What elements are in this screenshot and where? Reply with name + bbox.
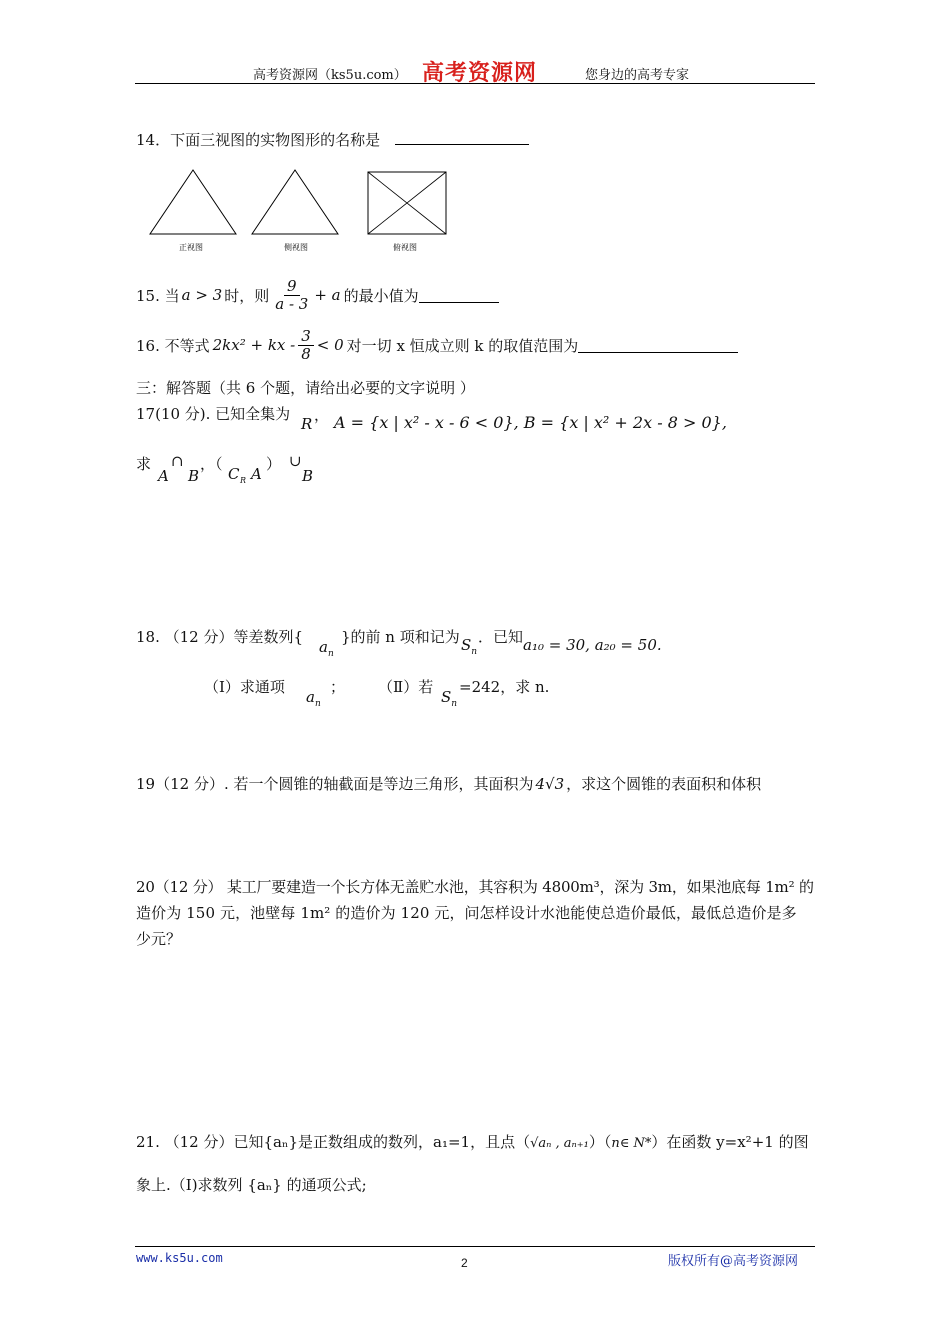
q18-part2-end: =242，求 n. <box>459 678 550 696</box>
q17-complement-C: C <box>228 465 240 483</box>
q18-Sn-letter: S <box>461 636 472 654</box>
q21-line1 <box>136 1131 809 1152</box>
q17-prefix: 17(10 分). 已知全集为 <box>136 405 291 423</box>
top-view-label: 俯视图 <box>393 243 417 252</box>
q17-line1 <box>136 403 290 424</box>
q18-an-subscript: n <box>327 649 334 659</box>
q19-text: 19（12 分）. 若一个圆锥的轴截面是等边三角形，其面积为 <box>136 775 534 793</box>
q21-line2: 象上.（Ⅰ)求数列 {aₙ} 的通项公式; <box>136 1176 367 1194</box>
footer-copyright: 版权所有@高考资源网 <box>668 1254 799 1269</box>
q15-mid: 时，则 <box>224 286 270 305</box>
header-rule <box>135 83 815 84</box>
q18-Sn-subscript: n <box>471 647 478 657</box>
q15-fraction <box>272 278 311 312</box>
q18-Sn <box>461 636 477 657</box>
front-view-triangle <box>150 170 236 234</box>
q18-mid: }的前 n 项和记为 <box>341 628 460 646</box>
q16-suffix: 对一切 x 恒成立则 k 的取值范围为 <box>346 336 579 355</box>
q19-area-value: 4√3 <box>535 775 565 793</box>
q18-part2-Sn-subscript: n <box>451 699 458 709</box>
q16-numerator: 3 <box>298 328 314 346</box>
section-three-heading: 三：解答题（共 6 个题，请给出必要的文字说明 ） <box>136 379 475 397</box>
q16-fraction <box>298 328 314 362</box>
q16-expr1: 2kx² + kx - <box>212 336 296 354</box>
q14-prompt: 14．下面三视图的实物图形的名称是 <box>136 131 381 149</box>
q15-answer-blank <box>419 288 499 303</box>
q17-B1: B <box>188 467 200 485</box>
q17-ask: 求 <box>136 455 152 473</box>
q21-point: √aₙ , aₙ₊₁ <box>530 1136 589 1151</box>
q15-line <box>136 278 499 312</box>
q21-n-set: n∈ N* <box>611 1136 652 1151</box>
q16-line <box>136 328 738 362</box>
q14-text <box>136 129 529 150</box>
q21-line1c: ）在函数 y=x²+1 的图 <box>651 1133 809 1151</box>
q14-answer-blank <box>395 144 529 145</box>
q17-comma: ， <box>314 406 330 424</box>
q17-A: A <box>158 467 169 485</box>
page-number: 2 <box>461 1256 468 1270</box>
q17-cup: ∪ <box>289 452 302 470</box>
q20-line3: 少元？ <box>136 930 182 948</box>
q16-prefix: 16. 不等式 <box>136 336 210 355</box>
q20-line2: 造价为 150 元，池壁每 1m² 的造价为 120 元，问怎样设计水池能使总造价最低，最低总造价是多 <box>136 904 797 922</box>
q18-part1-end: ； <box>330 678 346 696</box>
q18-an <box>319 638 334 659</box>
footer-rule <box>135 1246 815 1247</box>
q18-part2-Sn-letter: S <box>441 688 452 706</box>
q18-part1: （Ⅰ）求通项 <box>204 678 285 696</box>
q15-suffix: 的最小值为 <box>343 286 419 305</box>
q18-part2: （Ⅱ）若 <box>378 678 434 696</box>
q17-set-definitions: A = {x | x² - x - 6 < 0}, B = {x | x² + 2x - 8 > 0}, <box>334 413 727 432</box>
q19-line <box>136 773 761 794</box>
q15-prefix: 15. 当 <box>136 286 180 305</box>
q17-cap: ∩ <box>171 452 184 470</box>
q17-close: ） <box>266 455 282 473</box>
side-view-label: 侧视图 <box>284 243 308 252</box>
header-logo: 高考资源网 <box>422 60 538 86</box>
q16-denominator: 8 <box>301 344 311 363</box>
q17-A2: A <box>251 465 262 483</box>
q15-numerator: 9 <box>284 278 300 296</box>
q18-prefix: 18. （12 分）等差数列{ <box>136 628 304 646</box>
q17-B2: B <box>302 467 314 485</box>
q21-line1a: 21. （12 分）已知{aₙ}是正数组成的数列，a₁=1，且点（ <box>136 1133 531 1151</box>
q20-line1: 20（12 分） 某工厂要建造一个长方体无盖贮水池，其容积为 4800m³，深为 3m，如果池底每 1m² 的 <box>136 878 814 896</box>
q16-answer-blank <box>578 338 738 353</box>
q16-expr2: < 0 <box>316 336 344 354</box>
q19-end: ，求这个圆锥的表面积和体积 <box>566 775 762 793</box>
header-slogan: 您身边的高考专家 <box>585 68 690 83</box>
q18-part1-an-letter: a <box>306 688 315 706</box>
q15-denominator: a - 3 <box>275 294 309 313</box>
q15-condition: a > 3 <box>181 286 223 304</box>
q18-part2-Sn <box>441 688 457 709</box>
q18-an-letter: a <box>319 638 328 656</box>
q17-complement-R: R <box>240 476 247 485</box>
q17-sep: ，（ <box>200 455 223 473</box>
footer-website-link[interactable]: www.ks5u.com <box>136 1251 223 1265</box>
side-view-triangle <box>252 170 338 234</box>
front-view-label: 正视图 <box>179 243 203 252</box>
header-site-name: 高考资源网（ks5u.com） <box>253 68 407 83</box>
q18-known: ．已知 <box>478 628 524 646</box>
q17-universe-R: R <box>301 415 313 433</box>
q18-part1-an <box>306 688 321 709</box>
q15-plus-a: + a <box>314 286 341 304</box>
q18-condition: a₁₀ = 30, a₂₀ = 50. <box>523 636 662 654</box>
q21-line1b: ）（ <box>588 1133 612 1151</box>
q18-part1-an-subscript: n <box>314 699 321 709</box>
